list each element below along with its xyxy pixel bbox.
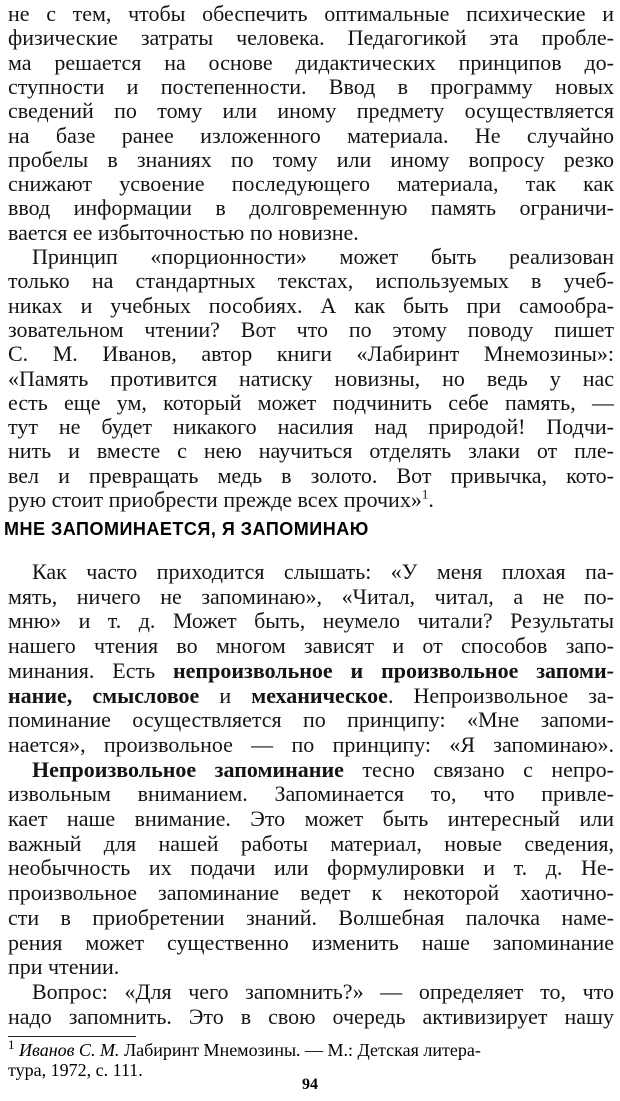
footnote-line: [8, 1037, 614, 1060]
body-line: С. М. Иванов, автор книги «Лабиринт Мнемозины»:: [8, 342, 614, 367]
body-line: никах и учебных пособиях. А как быть при самообра-: [8, 293, 614, 318]
section-heading: МНЕ ЗАПОМИНАЕТСЯ, Я ЗАПОМИНАЮ: [4, 519, 369, 539]
body-line: при чтении.: [8, 955, 120, 980]
body-line: только на стандартных текстах, используемых в учеб-: [8, 269, 614, 294]
footnote-text: Лабиринт Мнемозины. — М.: Детская литера-: [119, 1040, 481, 1060]
paragraph-start-line: Вопрос: «Для чего запомнить?» — определяет то, что: [32, 979, 614, 1004]
body-line: кает наше внимание. Это может быть интересный или: [8, 807, 614, 831]
body-line: ввод информации в долговременную память ограничи-: [8, 196, 614, 221]
footnote-author: Иванов С. М.: [19, 1040, 120, 1060]
body-line: надо запомнить. Это в свою очередь активизирует нашу: [8, 1004, 614, 1029]
body-line-with-footnote-ref: [8, 488, 614, 513]
body-line: сти в приобретении знаний. Волшебная палочка наме-: [8, 905, 614, 930]
body-line: важный для нашей работы материал, новые сведения,: [8, 831, 614, 856]
body-line: мять, ничего не запоминаю», «Читал, читал, а не по-: [8, 584, 614, 609]
body-line: мню» и т. д. Может быть, неумело читали? Результаты: [8, 609, 614, 634]
body-line: ма решается на основе дидактических принципов до-: [8, 50, 614, 75]
text-run: . Непроизвольное за-: [387, 683, 614, 708]
body-line: ступности и постепенности. Ввод в программу новых: [8, 74, 614, 99]
body-line: есть еще ум, который может подчинить себе память, —: [8, 390, 614, 415]
text-run: минания. Есть: [8, 658, 173, 683]
body-line: извольным вниманием. Запоминается то, что привле-: [8, 782, 614, 807]
bold-term: нание, смысловое: [8, 683, 200, 708]
text-run: и: [199, 683, 252, 708]
quote-end-text: рую стоит приобрести прежде всех прочих»: [8, 488, 422, 512]
body-line: вается ее избыточностью по новизне.: [8, 220, 359, 245]
bold-term: механическое: [251, 683, 388, 708]
sentence-period: .: [428, 488, 434, 512]
body-line: «Память противится натиску новизны, но ведь у нас: [8, 366, 614, 391]
bold-term: Непроизвольное запоминание: [32, 757, 344, 782]
body-line: не с тем, чтобы обеспечить оптимальные психические и: [8, 2, 614, 26]
paragraph-start-line: Как часто приходится слышать: «У меня плохая па-: [32, 560, 614, 584]
body-line: рения может существенно изменить наше запоминание: [8, 930, 614, 955]
bold-term: непроизвольное и произвольное запоми-: [172, 658, 614, 683]
body-line: нается», произвольное — по принципу: «Я запоминаю».: [8, 732, 614, 757]
footnote-line: тура, 1972, с. 111.: [8, 1060, 143, 1080]
body-line: пробелы в знаниях по тому или иному вопросу резко: [8, 147, 614, 172]
footnote-reference: 1: [421, 488, 429, 502]
body-line: вел и превращать медь в золото. Вот привычка, кото-: [8, 463, 614, 488]
body-line: на базе ранее изложенного материала. Не случайно: [8, 123, 614, 148]
body-line: произвольное запоминание ведет к некоторой хаотично-: [8, 881, 614, 906]
body-line: снижают усвоение последующего материала, так как: [8, 172, 614, 197]
body-line: физические затраты человека. Педагогикой эта пробле-: [8, 26, 614, 51]
body-line: нить и вместе с нею научиться отделять злаки от пле-: [8, 439, 614, 464]
footnote-marker: 1: [8, 1037, 15, 1052]
body-line: сведений по тому или иному предмету осуществляется: [8, 99, 614, 124]
body-line: зовательном чтении? Вот что по этому поводу пишет: [8, 317, 614, 342]
page-number: 94: [302, 1076, 318, 1093]
body-line: поминание осуществляется по принципу: «Мне запоми-: [8, 708, 614, 733]
text-run: тесно связано с непро-: [343, 757, 614, 782]
body-line: необычность их подачи или формулировки и т. д. Не-: [8, 856, 614, 881]
body-line: тут не будет никакого насилия над природой! Подчи-: [8, 415, 614, 440]
footnote-divider: [8, 1036, 136, 1037]
paragraph-start-line: Принцип «порционности» может быть реализован: [32, 245, 614, 269]
body-line: нашего чтения во многом зависят и от способов запо-: [8, 634, 614, 659]
